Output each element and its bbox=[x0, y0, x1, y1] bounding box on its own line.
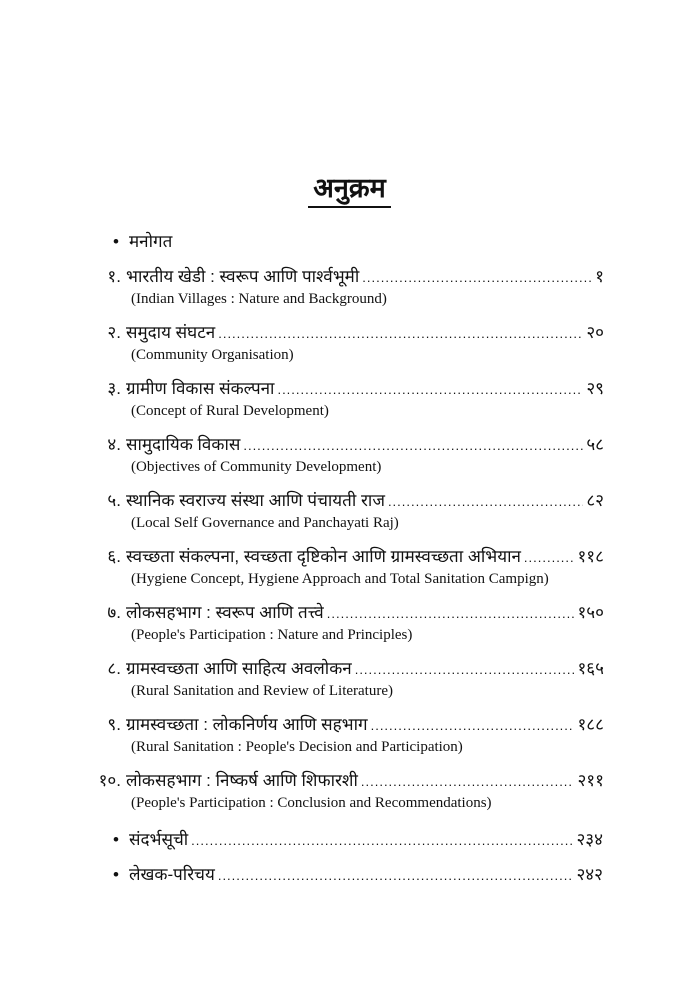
appendix-title: लेखक-परिचय bbox=[129, 865, 215, 884]
chapter-subtitle: (Concept of Rural Development) bbox=[131, 403, 329, 419]
dot-leader bbox=[218, 868, 574, 883]
chapter-page: ८२ bbox=[586, 491, 604, 510]
chapter-title: स्थानिक स्वराज्य संस्था आणि पंचायती राज bbox=[126, 491, 385, 510]
dot-leader bbox=[524, 550, 575, 565]
chapter-page: ५८ bbox=[586, 435, 604, 454]
chapter-subtitle: (Rural Sanitation : People's Decision and Participation) bbox=[131, 739, 463, 755]
dot-leader bbox=[355, 662, 575, 677]
chapter-subtitle: (Local Self Governance and Panchayati Raj) bbox=[131, 515, 399, 531]
chapter-page: १५० bbox=[577, 603, 604, 622]
chapter-title: समुदाय संघटन bbox=[126, 323, 216, 342]
chapter-page: २९ bbox=[586, 379, 604, 398]
chapter-page: १ bbox=[595, 267, 604, 286]
dot-leader bbox=[362, 270, 592, 285]
dot-leader bbox=[218, 326, 583, 341]
toc-chapter[interactable] bbox=[80, 376, 604, 420]
toc-chapter[interactable] bbox=[80, 656, 604, 700]
toc-chapter[interactable] bbox=[80, 320, 604, 364]
toc-chapter[interactable] bbox=[80, 768, 604, 812]
chapter-page: १६५ bbox=[577, 659, 604, 678]
appendix-page: २४२ bbox=[576, 865, 603, 884]
toc-chapter[interactable] bbox=[80, 488, 604, 532]
chapter-subtitle: (People's Participation : Nature and Principles) bbox=[131, 627, 413, 643]
chapter-title: लोकसहभाग : स्वरूप आणि तत्त्वे bbox=[126, 603, 324, 622]
chapter-page: २११ bbox=[577, 771, 604, 790]
appendix-title: संदर्भसूची bbox=[129, 830, 189, 849]
toc-chapter[interactable] bbox=[80, 432, 604, 476]
chapter-number: ९. bbox=[107, 715, 121, 734]
chapter-number: ४. bbox=[107, 435, 121, 454]
chapter-subtitle: (Indian Villages : Nature and Background) bbox=[131, 291, 387, 307]
chapter-number: ८. bbox=[107, 659, 121, 678]
chapter-title: स्वच्छता संकल्पना, स्वच्छता दृष्टिकोन आणि ग्रामस्वच्छता अभियान bbox=[126, 547, 521, 566]
chapter-page: २० bbox=[586, 323, 604, 342]
chapter-number: २. bbox=[107, 323, 121, 342]
toc-appendix-references[interactable] bbox=[113, 827, 603, 850]
chapter-title: ग्रामीण विकास संकल्पना bbox=[126, 379, 275, 398]
chapter-number: १०. bbox=[98, 771, 121, 790]
chapter-title: ग्रामस्वच्छता : लोकनिर्णय आणि सहभाग bbox=[126, 715, 368, 734]
bullet-icon: • bbox=[113, 232, 119, 251]
chapter-subtitle: (Objectives of Community Development) bbox=[131, 459, 382, 475]
appendix-page: २३४ bbox=[576, 830, 603, 849]
dot-leader bbox=[191, 833, 573, 848]
chapter-number: ३. bbox=[107, 379, 121, 398]
toc-chapter[interactable] bbox=[80, 264, 604, 308]
toc-appendix-author[interactable] bbox=[113, 862, 603, 885]
toc-preface[interactable] bbox=[113, 229, 603, 252]
dot-leader bbox=[371, 718, 575, 733]
toc-chapter[interactable] bbox=[80, 544, 604, 588]
chapter-number: ७. bbox=[107, 603, 121, 622]
dot-leader bbox=[388, 494, 583, 509]
dot-leader bbox=[327, 606, 575, 621]
toc-chapter[interactable] bbox=[80, 600, 604, 644]
preface-label: मनोगत bbox=[129, 232, 173, 251]
title-underline bbox=[308, 206, 391, 208]
dot-leader bbox=[277, 382, 583, 397]
bullet-icon: • bbox=[113, 830, 119, 849]
chapter-page: १८८ bbox=[577, 715, 604, 734]
dot-leader bbox=[361, 774, 575, 789]
chapter-title: भारतीय खेडी : स्वरूप आणि पार्श्वभूमी bbox=[126, 267, 360, 286]
dot-leader bbox=[243, 438, 583, 453]
chapter-number: ५. bbox=[107, 491, 121, 510]
toc-chapter[interactable] bbox=[80, 712, 604, 756]
chapter-subtitle: (Hygiene Concept, Hygiene Approach and Total Sanitation Campign) bbox=[131, 571, 549, 587]
chapter-subtitle: (Rural Sanitation and Review of Literature) bbox=[131, 683, 393, 699]
chapter-subtitle: (Community Organisation) bbox=[131, 347, 294, 363]
chapter-title: लोकसहभाग : निष्कर्ष आणि शिफारशी bbox=[126, 771, 358, 790]
chapter-number: ६. bbox=[107, 547, 121, 566]
chapter-subtitle: (People's Participation : Conclusion and Recommendations) bbox=[131, 795, 492, 811]
chapter-number: १. bbox=[107, 267, 121, 286]
chapter-page: ११८ bbox=[577, 547, 604, 566]
page-title: अनुक्रम bbox=[313, 173, 386, 203]
chapter-title: सामुदायिक विकास bbox=[126, 435, 241, 454]
bullet-icon: • bbox=[113, 865, 119, 884]
chapter-title: ग्रामस्वच्छता आणि साहित्य अवलोकन bbox=[126, 659, 352, 678]
